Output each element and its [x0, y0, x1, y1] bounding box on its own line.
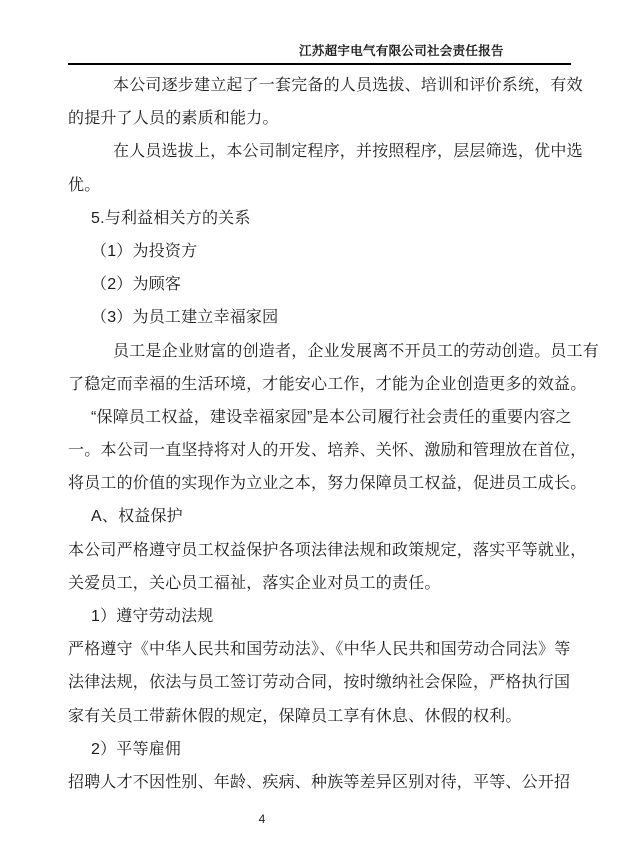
text-line: 法律法规，依法与员工签订劳动合同，按时缴纳社会保险，严格执行国: [68, 674, 571, 692]
text-line: “保障员工权益，建设幸福家园”是本公司履行社会责任的重要内容之: [91, 408, 572, 426]
header-rule: [68, 63, 571, 65]
text-line: 5.与利益相关方的关系: [91, 209, 251, 227]
text-line: 严格遵守《中华人民共和国劳动法》、《中华人民共和国劳动合同法》等: [68, 641, 571, 659]
text-line: 了稳定而幸福的生活环境，才能安心工作，才能为企业创造更多的效益。: [68, 375, 587, 393]
page-header-title: 江苏超宇电气有限公司社会责任报告: [299, 44, 504, 58]
text-line: A、权益保护: [91, 508, 183, 526]
text-line: （3）为员工建立幸福家园: [91, 309, 279, 327]
text-line: 关爱员工，关心员工福祉，落实企业对员工的责任。: [68, 574, 441, 592]
text-line: 一。本公司一直坚持将对人的开发、培养、关怀、激励和管理放在首位，: [68, 442, 587, 460]
text-line: 本公司严格遵守员工权益保护各项法律法规和政策规定，落实平等就业，: [68, 541, 587, 559]
text-line: 2）平等雇佣: [91, 740, 182, 758]
text-line: 的提升了人员的素质和能力。: [68, 110, 279, 128]
text-line: 员工是企业财富的创造者，企业发展离不开员工的劳动创造。员工有: [113, 342, 600, 360]
text-line: 将员工的价值的实现作为立业之本，努力保障员工权益，促进员工成长。: [68, 475, 587, 493]
text-line: 本公司逐步建立起了一套完备的人员选拔、培训和评价系统，有效: [113, 77, 583, 94]
text-line: （2）为顾客: [91, 276, 182, 294]
text-line: 优。: [68, 176, 101, 194]
text-line: 家有关员工带薪休假的规定，保障员工享有休息、休假的权利。: [68, 707, 522, 725]
text-line: 招聘人才不因性别、年龄、疾病、种族等差异区别对待，平等、公开招: [68, 773, 571, 791]
page-number: 4: [258, 812, 266, 826]
text-line: 在人员选拔上，本公司制定程序，并按照程序，层层筛选，优中选: [113, 143, 583, 161]
text-line: 1）遵守劳动法规: [91, 608, 214, 625]
text-line: （1）为投资方: [91, 242, 198, 260]
document-body: [68, 69, 600, 799]
